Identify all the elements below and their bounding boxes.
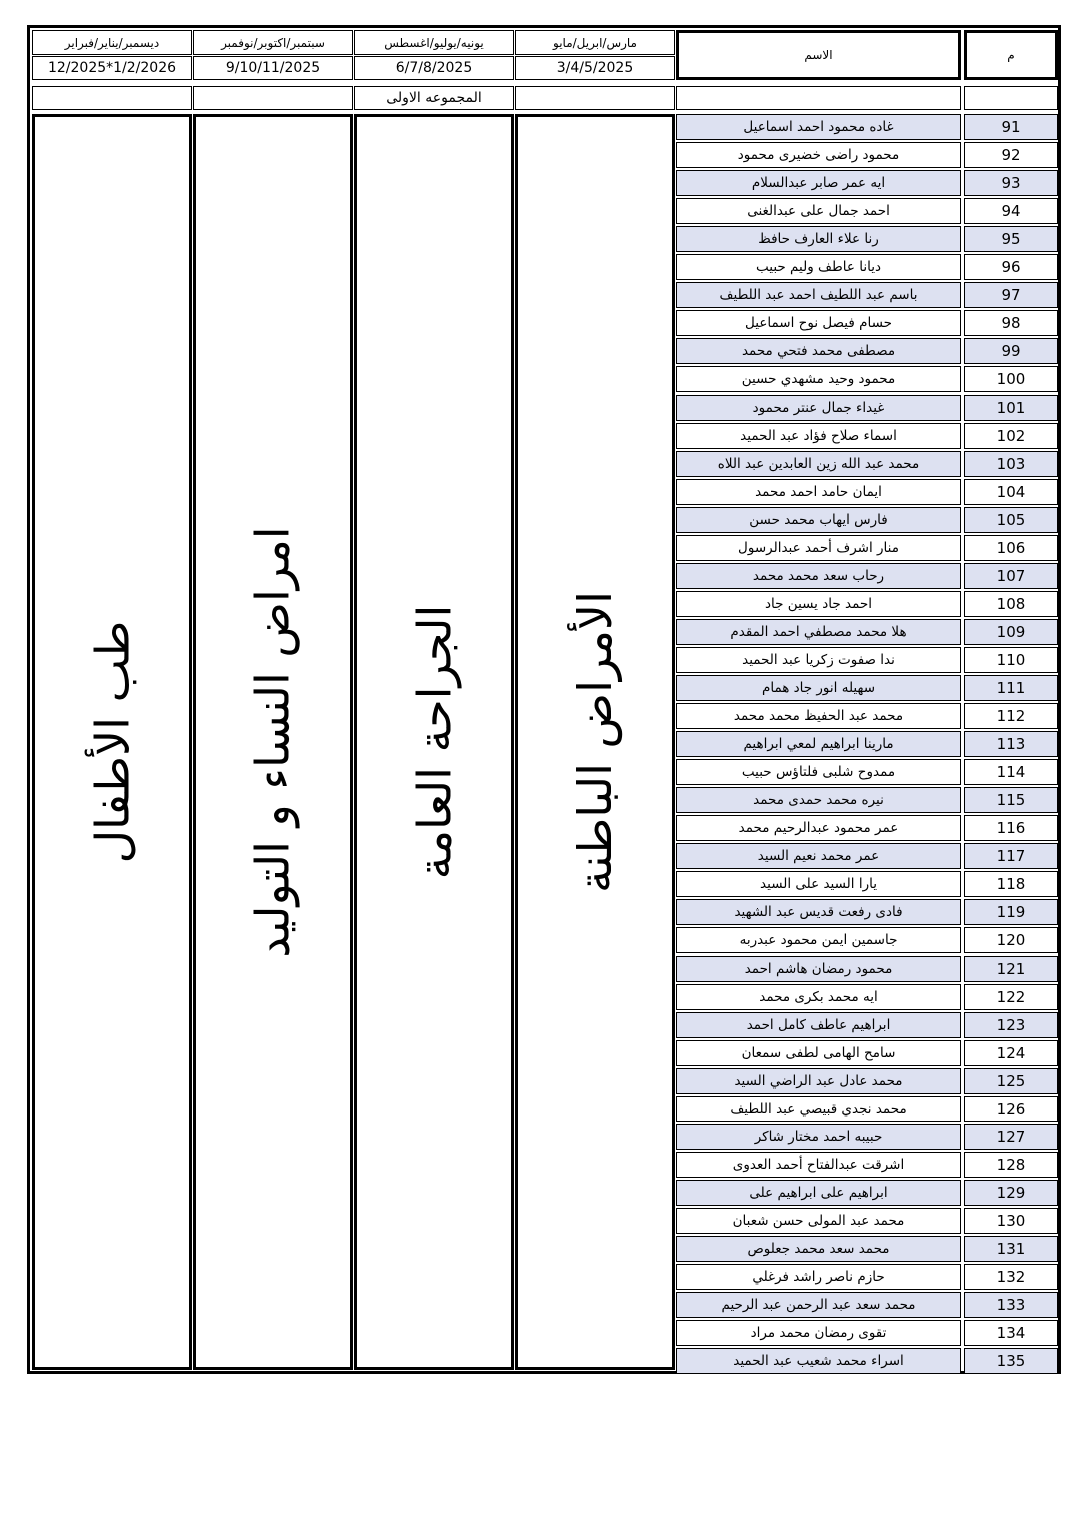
row-number: 107 bbox=[964, 563, 1058, 589]
group-row-period-3 bbox=[193, 86, 353, 110]
row-student-name: محمد سعد محمد جعلوص bbox=[676, 1236, 961, 1262]
row-student-name: رحاب سعد محمد محمد bbox=[676, 563, 961, 589]
group-row-name bbox=[676, 86, 961, 110]
row-number: 114 bbox=[964, 759, 1058, 785]
row-student-name: حسام فيصل نوح اسماعيل bbox=[676, 310, 961, 336]
row-number: 96 bbox=[964, 254, 1058, 280]
row-student-name: محمود رمضان هاشم احمد bbox=[676, 956, 961, 982]
row-student-name: مارينا ابراهيم لمعي ابراهيم bbox=[676, 731, 961, 757]
row-number: 134 bbox=[964, 1320, 1058, 1346]
row-student-name: محمود راضى خضيرى محمود bbox=[676, 142, 961, 168]
department-label: الجراحة العامة bbox=[407, 604, 461, 880]
schedule-table bbox=[27, 25, 1061, 1374]
row-student-name: سهيله انور جاد همام bbox=[676, 675, 961, 701]
row-number: 118 bbox=[964, 871, 1058, 897]
row-number: 115 bbox=[964, 787, 1058, 813]
row-number: 99 bbox=[964, 338, 1058, 364]
row-number: 104 bbox=[964, 479, 1058, 505]
row-number: 108 bbox=[964, 591, 1058, 617]
row-number: 128 bbox=[964, 1152, 1058, 1178]
department-internal-medicine bbox=[515, 114, 675, 1370]
row-student-name: ابراهيم عاطف كامل احمد bbox=[676, 1012, 961, 1038]
row-number: 110 bbox=[964, 647, 1058, 673]
row-number: 120 bbox=[964, 927, 1058, 953]
period-4-dates: 12/2025*1/2/2026 bbox=[32, 56, 192, 80]
period-2-months: يونيه/يوليو/اغسطس bbox=[354, 30, 514, 55]
row-student-name: محمد سعد عبد الرحمن عبد الرحيم bbox=[676, 1292, 961, 1318]
group-row-number bbox=[964, 86, 1058, 110]
row-student-name: محمد عبد الحفيظ محمد محمد bbox=[676, 703, 961, 729]
row-student-name: ندا صفوت زكريا عبد الحميد bbox=[676, 647, 961, 673]
row-student-name: غاده محمود احمد اسماعيل bbox=[676, 114, 961, 140]
row-student-name: اسماء صلاح فؤاد عبد الحميد bbox=[676, 423, 961, 449]
row-number: 125 bbox=[964, 1068, 1058, 1094]
row-student-name: مصطفى محمد فتحي محمد bbox=[676, 338, 961, 364]
row-student-name: جاسمين ايمن محمود عبدربه bbox=[676, 927, 961, 953]
row-number: 101 bbox=[964, 395, 1058, 421]
row-number: 119 bbox=[964, 899, 1058, 925]
row-number: 97 bbox=[964, 282, 1058, 308]
row-number: 111 bbox=[964, 675, 1058, 701]
row-student-name: حبيبه احمد مختار شاكر bbox=[676, 1124, 961, 1150]
row-number: 122 bbox=[964, 984, 1058, 1010]
period-1-months: مارس/ابريل/مايو bbox=[515, 30, 675, 55]
row-number: 113 bbox=[964, 731, 1058, 757]
row-student-name: احمد جاد يسين جاد bbox=[676, 591, 961, 617]
row-number: 95 bbox=[964, 226, 1058, 252]
row-student-name: ايه عمر صابر عبدالسلام bbox=[676, 170, 961, 196]
row-student-name: ممدوح شلبى فلتاؤس حبيب bbox=[676, 759, 961, 785]
row-number: 100 bbox=[964, 366, 1058, 392]
department-label: طب الأطفال bbox=[85, 620, 139, 864]
row-student-name: محمد عبد الله زين العابدين عبد اللاه bbox=[676, 451, 961, 477]
row-student-name: رنا علاء العارف حافظ bbox=[676, 226, 961, 252]
row-number: 133 bbox=[964, 1292, 1058, 1318]
period-2-dates: 6/7/8/2025 bbox=[354, 56, 514, 80]
row-number: 121 bbox=[964, 956, 1058, 982]
period-4-months: ديسمبر/يناير/فبراير bbox=[32, 30, 192, 55]
department-label: الأمراض الباطنة bbox=[568, 591, 622, 893]
row-number: 116 bbox=[964, 815, 1058, 841]
row-number: 126 bbox=[964, 1096, 1058, 1122]
row-student-name: فادى رفعت قديس عبد الشهيد bbox=[676, 899, 961, 925]
department-label: امراض النساء و التوليد bbox=[246, 526, 300, 958]
row-number: 135 bbox=[964, 1348, 1058, 1374]
row-number: 117 bbox=[964, 843, 1058, 869]
row-student-name: ديانا عاطف وليم حبيب bbox=[676, 254, 961, 280]
row-number: 112 bbox=[964, 703, 1058, 729]
row-number: 102 bbox=[964, 423, 1058, 449]
period-3-dates: 9/10/11/2025 bbox=[193, 56, 353, 80]
row-number: 91 bbox=[964, 114, 1058, 140]
row-student-name: هلا محمد مصطفي احمد المقدم bbox=[676, 619, 961, 645]
header-number: م bbox=[964, 30, 1058, 80]
row-number: 109 bbox=[964, 619, 1058, 645]
department-obgyn bbox=[193, 114, 353, 1370]
row-number: 98 bbox=[964, 310, 1058, 336]
period-1-dates: 3/4/5/2025 bbox=[515, 56, 675, 80]
row-number: 105 bbox=[964, 507, 1058, 533]
row-student-name: غيداء جمال عنتر محمود bbox=[676, 395, 961, 421]
row-student-name: ايه محمد بكرى محمد bbox=[676, 984, 961, 1010]
department-pediatrics bbox=[32, 114, 192, 1370]
header-name: الاسم bbox=[676, 30, 961, 80]
row-student-name: حازم ناصر راشد فرغلي bbox=[676, 1264, 961, 1290]
row-number: 127 bbox=[964, 1124, 1058, 1150]
row-number: 129 bbox=[964, 1180, 1058, 1206]
row-student-name: محمد نجدي قبيصي عبد اللطيف bbox=[676, 1096, 961, 1122]
row-number: 106 bbox=[964, 535, 1058, 561]
row-student-name: يارا السيد على السيد bbox=[676, 871, 961, 897]
period-3-months: سبتمبر/اكتوبر/نوفمبر bbox=[193, 30, 353, 55]
row-student-name: عمر محمود عبدالرحيم محمد bbox=[676, 815, 961, 841]
row-number: 131 bbox=[964, 1236, 1058, 1262]
row-number: 93 bbox=[964, 170, 1058, 196]
row-number: 124 bbox=[964, 1040, 1058, 1066]
row-student-name: منار اشرف أحمد عبدالرسول bbox=[676, 535, 961, 561]
row-number: 92 bbox=[964, 142, 1058, 168]
row-student-name: باسم عبد اللطيف احمد عبد اللطيف bbox=[676, 282, 961, 308]
row-student-name: محمود وحيد مشهدي حسين bbox=[676, 366, 961, 392]
row-student-name: محمد عادل عبد الراضي السيد bbox=[676, 1068, 961, 1094]
department-general-surgery bbox=[354, 114, 514, 1370]
row-student-name: تقوى رمضان محمد مراد bbox=[676, 1320, 961, 1346]
group-row-period-1 bbox=[515, 86, 675, 110]
group-row-period-4 bbox=[32, 86, 192, 110]
row-number: 103 bbox=[964, 451, 1058, 477]
row-student-name: محمد عبد المولى حسن شعبان bbox=[676, 1208, 961, 1234]
row-student-name: نيره محمد حمدى محمد bbox=[676, 787, 961, 813]
group-label: المجموعه الاولى bbox=[354, 86, 514, 110]
row-student-name: عمر محمد نعيم السيد bbox=[676, 843, 961, 869]
row-number: 123 bbox=[964, 1012, 1058, 1038]
row-student-name: ابراهيم على ابراهيم على bbox=[676, 1180, 961, 1206]
row-student-name: اسراء محمد شعيب عبد الحميد bbox=[676, 1348, 961, 1374]
row-number: 132 bbox=[964, 1264, 1058, 1290]
row-number: 130 bbox=[964, 1208, 1058, 1234]
row-student-name: اشرقت عبدالفتاح أحمد العدوى bbox=[676, 1152, 961, 1178]
row-number: 94 bbox=[964, 198, 1058, 224]
row-student-name: سامح الهامى لطفى سمعان bbox=[676, 1040, 961, 1066]
row-student-name: احمد جمال على عبدالغنى bbox=[676, 198, 961, 224]
row-student-name: فارس ايهاب محمد حسن bbox=[676, 507, 961, 533]
row-student-name: ايمان حامد احمد محمد bbox=[676, 479, 961, 505]
